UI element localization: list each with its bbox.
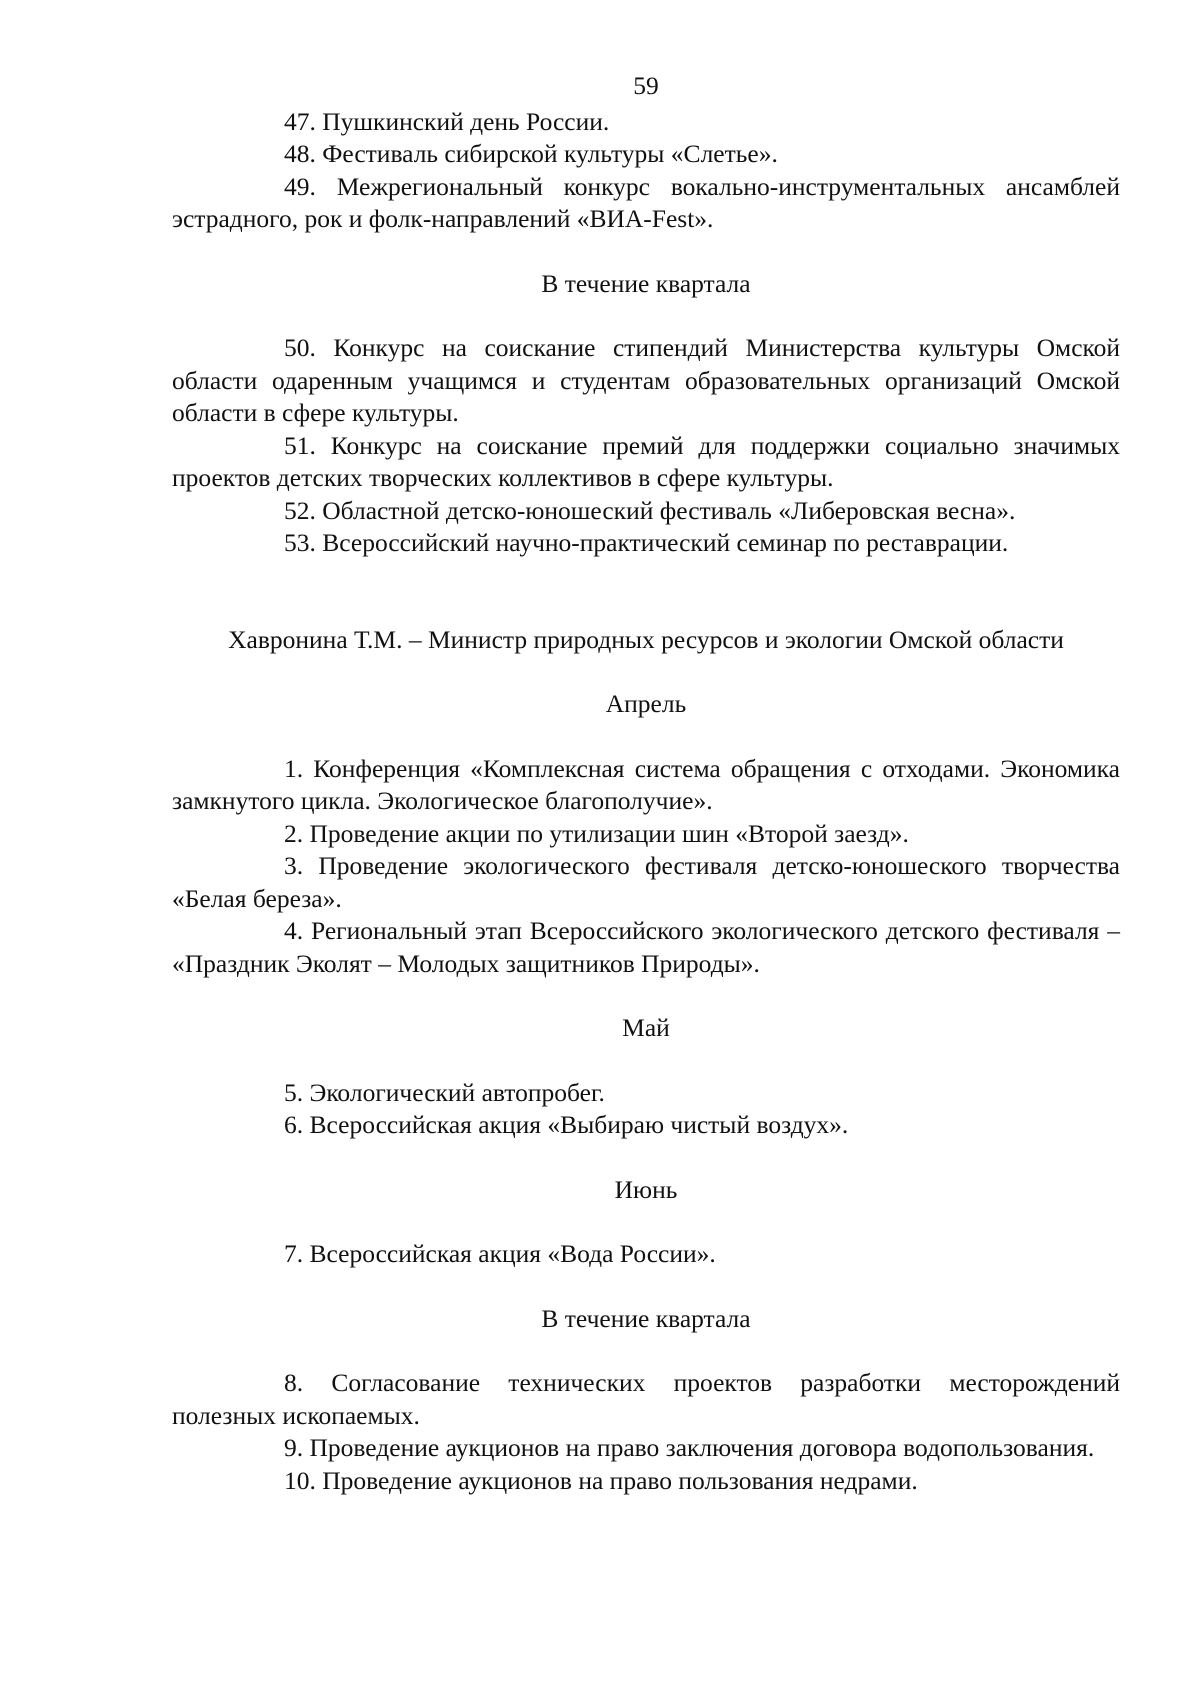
item-text: Конкурс на соискание премий для поддержки социально значимых проектов детских творческих коллективов в сфере культуры. — [172, 430, 1121, 492]
item-text: Фестиваль сибирской культуры «Слетье». — [322, 139, 778, 168]
item-number: 51. — [284, 430, 316, 460]
list-item — [172, 818, 1120, 851]
item-number: 9. — [284, 1433, 304, 1462]
list-item — [172, 1432, 1120, 1465]
item-number: 5. — [284, 1077, 304, 1107]
list-item — [172, 106, 1120, 139]
list-item — [172, 915, 1120, 980]
item-number: 1. — [284, 753, 304, 783]
section-heading-quarter: В течение квартала — [541, 268, 751, 298]
item-text: Региональный этап Всероссийского экологического детского фестиваля – «Праздник Эколят – Молодых защитников Природы». — [172, 916, 1121, 978]
list-item — [172, 850, 1120, 915]
list-item — [172, 332, 1120, 430]
item-text: Межрегиональный конкурс вокально-инструментальных ансамблей эстрадного, рок и фолк-направлений «ВИА-Fest». — [172, 171, 1120, 233]
item-text: Областной детско-юношеский фестиваль «Либеровская весна». — [322, 495, 1016, 525]
item-text: Конференция «Комплексная система обращения с отходами. Экономика замкнутого цикла. Экологическое благополучие». — [172, 753, 1120, 815]
list-item — [172, 171, 1120, 236]
list-item — [172, 527, 1120, 560]
item-number: 53. — [284, 528, 316, 557]
item-number: 52. — [284, 495, 316, 525]
list-item — [172, 1238, 1120, 1271]
list-item — [172, 138, 1120, 171]
item-number: 6. — [284, 1110, 304, 1139]
item-number: 49. — [284, 171, 316, 201]
item-text: Проведение аукционов на право заключения договора водопользования. — [309, 1433, 1095, 1462]
month-heading-june: Июнь — [614, 1174, 678, 1204]
document-page — [172, 70, 1120, 1497]
month-heading-april: Апрель — [605, 689, 687, 718]
list-item — [172, 430, 1120, 495]
section-title-ministry: Хавронина Т.М. – Министр природных ресурсов и экологии Омской области — [228, 624, 1064, 654]
list-item — [172, 753, 1120, 818]
list-item — [172, 1465, 1120, 1498]
item-text: Всероссийская акция «Вода России». — [309, 1239, 716, 1268]
item-number: 8. — [284, 1368, 304, 1397]
item-text: Всероссийская акция «Выбираю чистый воздух». — [309, 1110, 849, 1139]
month-heading-may: Май — [622, 1013, 670, 1042]
item-number: 48. — [284, 139, 316, 168]
item-text: Всероссийский научно-практический семинар по реставрации. — [322, 528, 1009, 557]
item-number: 10. — [284, 1465, 316, 1495]
item-text: Конкурс на соискание стипендий Министерства культуры Омской области одаренным учащимся и студентам образовательных организаций Омской области в сфере культуры. — [172, 333, 1121, 427]
item-number: 7. — [284, 1239, 304, 1268]
list-item — [172, 1109, 1120, 1142]
section-heading-quarter: В течение квартала — [541, 1303, 751, 1333]
item-number: 47. — [284, 106, 316, 136]
item-text: Проведение экологического фестиваля детско-юношеского творчества «Белая береза». — [172, 851, 1121, 913]
item-number: 4. — [284, 916, 304, 945]
item-text: Проведение акции по утилизации шин «Второй заезд». — [309, 818, 909, 848]
item-number: 2. — [284, 818, 304, 848]
list-item — [172, 1367, 1120, 1432]
page-number: 59 — [633, 71, 659, 100]
item-text: Согласование технических проектов разработки месторождений полезных ископаемых. — [172, 1368, 1121, 1430]
item-text: Экологический автопробег. — [309, 1077, 605, 1107]
list-item — [172, 495, 1120, 528]
item-number: 50. — [284, 333, 316, 362]
item-text: Пушкинский день России. — [322, 106, 610, 136]
list-item — [172, 1077, 1120, 1110]
item-number: 3. — [284, 851, 304, 880]
item-text: Проведение аукционов на право пользования недрами. — [322, 1465, 918, 1495]
